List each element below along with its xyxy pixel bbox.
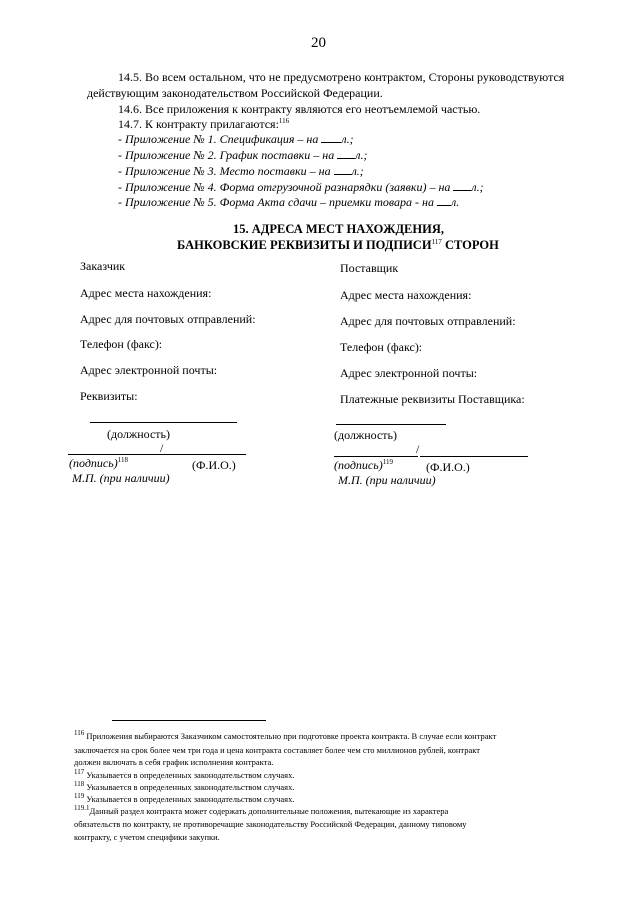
footnote-119-1-line-2: обязательств по контракту, не противоречащие законодательству Российской Федерации, данному типовому xyxy=(74,819,467,829)
supplier-name-caption: (Ф.И.О.) xyxy=(426,460,470,474)
supplier-email-label: Адрес электронной почты: xyxy=(340,366,478,380)
customer-requisites-label: Реквизиты: xyxy=(80,389,138,403)
customer-signature-text: (подпись) xyxy=(69,456,118,470)
footnote-ref-116: 116 xyxy=(278,117,290,125)
clause-14-5-line-1: 14.5. Во всем остальном, что не предусмотрено контрактом, Стороны руководствуются xyxy=(118,70,565,84)
section-title-part-a: БАНКОВСКИЕ РЕКВИЗИТЫ И ПОДПИСИ xyxy=(177,238,432,252)
customer-name-line xyxy=(166,454,246,455)
appendix-4-suffix: л.; xyxy=(471,180,484,194)
supplier-name-line xyxy=(420,456,528,457)
appendix-3-suffix: л.; xyxy=(351,164,364,178)
customer-signature-line xyxy=(68,454,166,455)
appendix-2-text: - Приложение № 2. График поставки – на xyxy=(118,148,335,162)
footnote-117-marker: 117 xyxy=(74,768,85,777)
appendix-5-blank xyxy=(437,195,451,206)
customer-name-caption: (Ф.И.О.) xyxy=(192,458,236,472)
footnote-116-line-3: должен включать в себя график исполнения контракта. xyxy=(74,757,274,767)
supplier-signature-slash: / xyxy=(416,442,420,456)
customer-address-label: Адрес места нахождения: xyxy=(80,286,212,300)
clause-14-7-text: 14.7. К контракту прилагаются: xyxy=(118,117,279,131)
customer-position-caption: (должность) xyxy=(107,427,170,441)
appendix-1-suffix: л.; xyxy=(341,132,354,146)
customer-position-line xyxy=(90,422,237,423)
appendix-2-blank xyxy=(337,148,355,159)
footnote-ref-119: 119 xyxy=(382,458,393,466)
appendix-1-blank xyxy=(321,132,341,143)
clause-14-7 xyxy=(118,117,289,131)
clause-14-5-line-2: действующим законодательством Российской Федерации. xyxy=(87,86,383,100)
section-title-line-1: 15. АДРЕСА МЕСТ НАХОЖДЕНИЯ, xyxy=(233,222,444,236)
supplier-seal-caption: М.П. (при наличии) xyxy=(338,473,436,487)
supplier-heading: Поставщик xyxy=(340,261,399,275)
appendix-4-text: - Приложение № 4. Форма отгрузочной разнарядки (заявки) – на xyxy=(118,180,451,194)
footnote-118-marker: 118 xyxy=(74,780,85,789)
customer-signature-slash: / xyxy=(160,441,164,455)
clause-14-6: 14.6. Все приложения к контракту являются его неотъемлемой частью. xyxy=(118,102,481,116)
footnote-119-1-line-3: контракту, с учетом специфики закупки. xyxy=(74,832,220,842)
appendix-1-text: - Приложение № 1. Спецификация – на xyxy=(118,132,319,146)
customer-heading: Заказчик xyxy=(80,259,126,273)
supplier-position-caption: (должность) xyxy=(334,428,397,442)
appendix-3 xyxy=(118,164,364,178)
customer-phone-label: Телефон (факс): xyxy=(80,337,163,351)
footnote-116-marker: 116 xyxy=(74,729,85,738)
footnote-separator xyxy=(112,720,266,721)
footnote-118-text: Указывается в определенных законодательством случаях. xyxy=(86,782,295,792)
supplier-address-label: Адрес места нахождения: xyxy=(340,288,472,302)
footnote-119 xyxy=(74,793,294,805)
customer-email-label: Адрес электронной почты: xyxy=(80,363,218,377)
appendix-3-blank xyxy=(334,164,352,175)
section-title-line-2 xyxy=(177,238,499,253)
footnote-116-line-2: заключается на срок более чем три года и цена контракта составляет более чем сто миллионов рублей, контракт xyxy=(74,745,480,755)
supplier-phone-label: Телефон (факс): xyxy=(340,340,423,354)
appendix-3-text: - Приложение № 3. Место поставки – на xyxy=(118,164,331,178)
footnote-119-text: Указывается в определенных законодательством случаях. xyxy=(86,794,295,804)
supplier-signature-line xyxy=(334,456,418,457)
appendix-2-suffix: л.; xyxy=(355,148,368,162)
footnote-117 xyxy=(74,769,294,781)
page-number: 20 xyxy=(311,35,326,51)
appendix-5-suffix: л. xyxy=(450,195,460,209)
section-title-part-b: СТОРОН xyxy=(441,238,499,252)
appendix-5-text: - Приложение № 5. Форма Акта сдачи – приемки товара - на xyxy=(118,195,434,209)
footnote-116-text-1: Приложения выбираются Заказчиком самостоятельно при подготовке проекта контракта. В случае если контракт xyxy=(86,731,497,741)
supplier-signature-text: (подпись) xyxy=(334,458,383,472)
customer-seal-caption: М.П. (при наличии) xyxy=(72,471,170,485)
customer-postal-label: Адрес для почтовых отправлений: xyxy=(80,312,256,326)
appendix-4-blank xyxy=(453,180,471,191)
appendix-2 xyxy=(118,148,367,162)
footnote-116-line-1 xyxy=(74,730,496,742)
appendix-1 xyxy=(118,132,354,146)
appendix-5 xyxy=(118,195,459,209)
footnote-117-text: Указывается в определенных законодательством случаях. xyxy=(86,770,295,780)
supplier-signature-caption xyxy=(334,458,393,472)
footnote-119-marker: 119 xyxy=(74,792,85,801)
supplier-requisites-label: Платежные реквизиты Поставщика: xyxy=(340,392,525,406)
footnote-119-1-marker: 119.1 xyxy=(74,804,90,813)
appendix-4 xyxy=(118,180,484,194)
footnote-119-1-text-1: Данный раздел контракта может содержать дополнительные положения, вытекающие из характера xyxy=(89,806,449,816)
customer-signature-caption xyxy=(69,456,128,470)
footnote-118 xyxy=(74,781,294,793)
footnote-ref-117: 117 xyxy=(431,237,442,246)
supplier-postal-label: Адрес для почтовых отправлений: xyxy=(340,314,516,328)
footnote-ref-118: 118 xyxy=(117,456,128,464)
footnote-119-1-line-1 xyxy=(74,805,448,817)
supplier-position-line xyxy=(336,424,446,425)
